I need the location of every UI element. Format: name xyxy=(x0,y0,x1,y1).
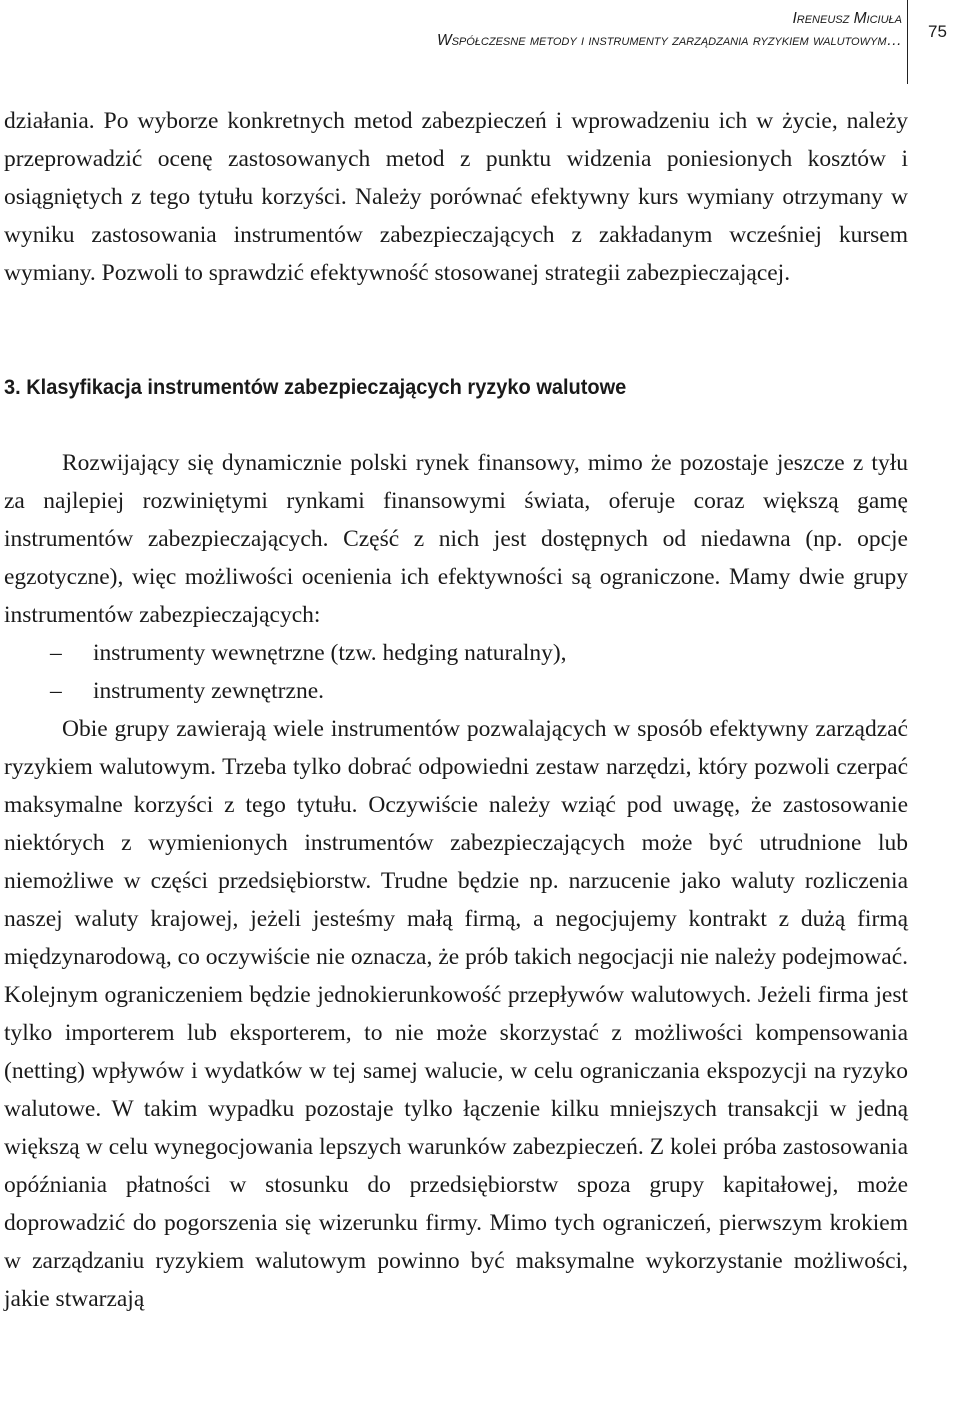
header-author: Ireneusz Miciuła xyxy=(792,10,902,27)
header-title: Współczesne metody i instrumenty zarządzania ryzykiem walutowym… xyxy=(436,32,902,49)
page-number: 75 xyxy=(928,22,947,41)
list-item-text: instrumenty zewnętrzne. xyxy=(93,678,324,704)
list-item xyxy=(4,634,908,672)
spacer xyxy=(4,406,908,444)
header-text xyxy=(437,8,902,52)
list-item xyxy=(4,672,908,710)
section-heading: 3. Klasyfikacja instrumentów zabezpieczających ryzyko walutowe xyxy=(4,375,627,399)
paragraph-intro: działania. Po wyborze konkretnych metod zabezpieczeń i wprowadzeniu ich w życie, należy przeprowadzić ocenę zastosowanych metod z punktu widzenia poniesionych kosztów i osiągniętych z tego tytułu korzyści. Należy porównać efektywny kurs wymiany otrzymany w wyniku zastosowania instrumentów zabezpieczających z zakładanym wcześniej kursem wymiany. Pozwoli to sprawdzić efektywność stosowanej strategii zabezpieczającej. xyxy=(4,108,908,286)
page-body xyxy=(4,102,908,1318)
spacer xyxy=(4,292,908,368)
list-dash: – xyxy=(50,640,62,666)
instrument-list xyxy=(4,634,908,710)
paragraph-instruments: Rozwijający się dynamicznie polski rynek finansowy, mimo że pozostaje jeszcze z tyłu za najlepiej rozwiniętymi rynkami finansowymi świata, oferuje coraz większą gamę instrumentów zabezpieczających. Część z nich jest dostępnych od niedawna (np. opcje egzotyczne), więc możliwości ocenienia ich efektywności są ograniczone. Mamy dwie grupy instrumentów zabezpieczających: xyxy=(4,450,908,628)
list-item-text: instrumenty wewnętrzne (tzw. hedging naturalny), xyxy=(93,640,567,666)
paragraph-groups: Obie grupy zawierają wiele instrumentów pozwalających w sposób efektywny zarządzać ryzykiem walutowym. Trzeba tylko dobrać odpowiedni zestaw narzędzi, który pozwoli czerpać maksymalne korzyści z tego tytułu. Oczywiście należy wziąć pod uwagę, że zastosowanie niektórych z wymienionych instrumentów zabezpieczających może być utrudnione lub niemożliwe w części przedsiębiorstw. Trudne będzie np. narzucenie jako waluty rozliczenia naszej waluty krajowej, jeżeli jesteśmy małą firmą, a negocjujemy kontrakt z dużą firmą międzynarodową, co oczywiście nie oznacza, że prób takich negocjacji nie należy podejmować. Kolejnym ograniczeniem będzie jednokierunkowość przepływów walutowych. Jeżeli firma jest tylko importerem lub eksporterem, to nie może skorzystać z możliwości kompensowania (netting) wpływów i wydatków w tej samej walucie, w celu ograniczania ekspozycji na ryzyko walutowe. W takim wypadku pozostaje tylko łączenie kilku mniejszych transakcji w jedną większą w celu wynegocjowania lepszych warunków zabezpieczeń. Z kolei próba zastosowania opóźniania płatności w stosunku do przedsiębiorstw spoza grupy kapitałowej, może doprowadzić do pogorszenia się wizerunku firmy. Mimo tych ograniczeń, pierwszym krokiem w zarządzaniu ryzykiem walutowym powinno być maksymalne wykorzystanie możliwości, jakie stwarzają xyxy=(4,716,908,1312)
list-dash: – xyxy=(50,678,62,704)
running-header xyxy=(0,0,960,84)
header-divider xyxy=(907,0,908,84)
